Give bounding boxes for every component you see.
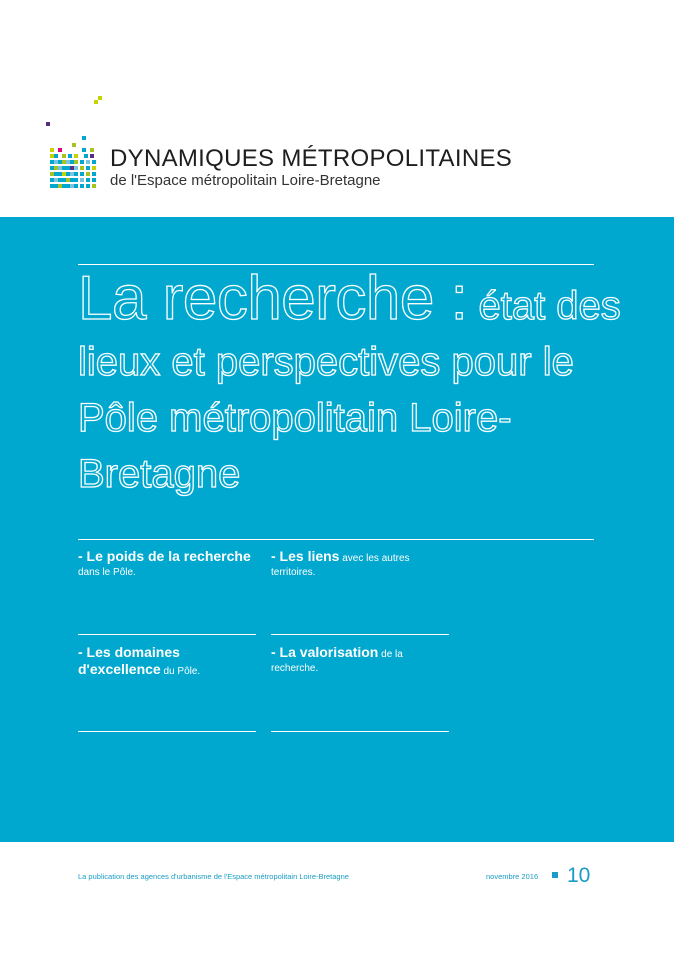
logo-pixel	[54, 154, 58, 158]
logo-pixel	[74, 166, 78, 170]
cover-title-rest: état des lieux et perspectives pour le Pôle métropolitain Loire-Bretagne	[78, 284, 621, 496]
logo-pixel	[92, 172, 96, 176]
logo-pixel	[86, 172, 90, 176]
logo-pixel	[92, 184, 96, 188]
topic-detail: avec les autres territoires.	[271, 553, 410, 578]
series-subtitle: de l'Espace métropolitain Loire-Bretagne	[110, 172, 381, 189]
issue-number: 10	[567, 864, 591, 887]
cover-panel	[0, 217, 674, 842]
topic-emphasis: - Les liens	[271, 548, 340, 564]
topic-detail: de la recherche.	[271, 649, 403, 674]
topic-weight	[78, 549, 258, 580]
logo-pixel	[80, 178, 84, 182]
topic-divider	[271, 634, 449, 635]
logo-pixel	[46, 122, 50, 126]
series-title: DYNAMIQUES MÉTROPOLITAINES	[110, 145, 513, 172]
topic-links	[271, 549, 451, 580]
logo-pixel	[86, 184, 90, 188]
logo-pixel	[82, 136, 86, 140]
topic-emphasis: - La valorisation	[271, 644, 379, 660]
topic-detail: du Pôle.	[160, 666, 201, 677]
logo-pixel	[90, 148, 94, 152]
logo-pixel	[74, 172, 78, 176]
cover-title	[78, 264, 638, 502]
logo-pixel	[92, 178, 96, 182]
footer-square-icon	[552, 872, 558, 878]
footer-date: novembre 2016	[486, 872, 539, 881]
logo-pixel	[50, 148, 54, 152]
logo-pixel	[86, 166, 90, 170]
footer-publication: La publication des agences d'urbanisme de l'Espace métropolitain Loire-Bretagne	[78, 872, 349, 881]
logo-pixel	[74, 160, 78, 164]
logo-pixel	[74, 184, 78, 188]
logo-pixel	[80, 172, 84, 176]
cover-title-main: La recherche :	[78, 264, 468, 333]
topic-divider	[78, 731, 256, 732]
topic-valorisation	[271, 645, 451, 676]
logo-pixel	[84, 154, 88, 158]
topic-emphasis: - Les domaines d'excellence	[78, 644, 180, 677]
logo-pixel	[86, 160, 90, 164]
topic-divider	[271, 731, 449, 732]
pixel-mosaic-logo-icon	[44, 96, 106, 190]
topic-emphasis: - Le poids de la recherche	[78, 548, 251, 564]
logo-pixel	[90, 154, 94, 158]
topics-top-rule	[78, 539, 594, 540]
logo-pixel	[74, 154, 78, 158]
logo-pixel	[74, 178, 78, 182]
logo-pixel	[72, 143, 76, 147]
logo-pixel	[80, 160, 84, 164]
logo-pixel	[92, 160, 96, 164]
logo-pixel	[80, 166, 84, 170]
logo-pixel	[86, 178, 90, 182]
logo-pixel	[58, 148, 62, 152]
topic-detail: dans le Pôle.	[78, 567, 136, 578]
logo-pixel	[82, 148, 86, 152]
logo-pixel	[80, 184, 84, 188]
logo-pixel	[62, 154, 66, 158]
logo-pixel	[94, 100, 98, 104]
logo-pixel	[68, 154, 72, 158]
topic-divider	[78, 634, 256, 635]
logo-pixel	[98, 96, 102, 100]
topic-excellence	[78, 645, 258, 679]
logo-pixel	[92, 166, 96, 170]
